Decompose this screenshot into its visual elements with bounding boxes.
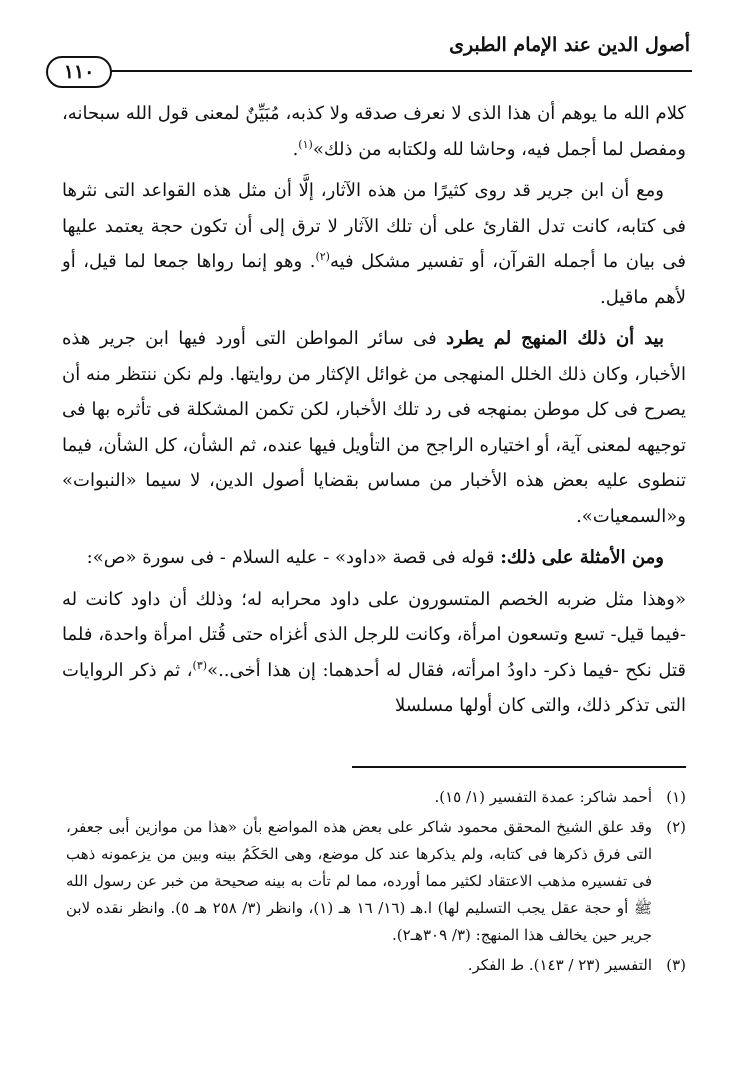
footnote-number: (٢) — [666, 818, 686, 836]
paragraph-3-text: فى سائر المواطن التى أورد فيها ابن جرير هذه الأخبار، وكان ذلك الخلل المنهجى من غوائل الإكثار من روايتها. ولم نكن ننتظر منه أن يصرح فى كل موطن بمنهجه فى رد تلك الأخبار، لكن تكمن المشكلة فى تأثره بها فى توجيهه لمعنى آية، أو اختياره الراجح من التأويل فيها عنده، ثم الشأن، كل الشأن، فيما تنطوى عليه بعض هذه الأخبار من مساس بقضايا أصول الدين، لا سيما «النبوات» و«السمعيات». — [62, 328, 686, 527]
paragraph-1: كلام الله ما يوهم أن هذا الذى لا نعرف صدقه ولا كذبه، مُبَيِّنٌ لمعنى قول الله سبحانه، ومفصل لما أجمل فيه، وحاشا لله ولكتابه من ذلك»$^{(١)}$. — [62, 103, 686, 160]
paragraph-5-quote: «وهذا مثل ضربه الخصم المتسورون على داود محرابه له؛ وذلك أن داود كانت له -فيما قيل- تسع وتسعون امرأة، وكانت للرجل الذى أغزاه حتى قُتل امرأة واحدة، فلما قتل نكح -فيما ذكر- داودُ امرأته، فقال له أحدهما: إن هذا أخى..»$^{(٣)}$، ثم ذكر الروايات التى تذكر ذلك، والتى كان أولها مسلسلا — [62, 588, 687, 716]
footnote-3 — [66, 952, 686, 979]
running-header-title: أصول الدين عند الإمام الطبرى — [449, 34, 690, 56]
main-text — [62, 96, 686, 730]
footnote-separator — [352, 766, 686, 768]
paragraph-2: ومع أن ابن جرير قد روى كثيرًا من هذه الآثار، إلَّا أن مثل هذه القواعد التى نثرها فى كتابه، كانت تدل القارئ على أن تلك الآثار لا ترق إلى أن تكون حجة يعتمد عليها فى بيان ما أجمله القرآن، أو تفسير مشكل فيه$^{(٢)}$. وهو إنما رواها جمعا لما قيل، أو لأهم ماقيل. — [62, 180, 686, 308]
page-number: ١١٠ — [46, 56, 112, 88]
paragraph-4 — [62, 540, 686, 576]
paragraph-2-text: ومع أن ابن جرير قد روى كثيرًا من هذه الآثار، إلَّا أن مثل هذه القواعد التى نثرها فى كتابه، كانت تدل القارئ على أن تلك الآثار لا ترق إلى أن تكون حجة يعتمد عليها فى بيان ما أجمله القرآن، أو تفسير مشكل فيه — [62, 180, 686, 272]
paragraph-3-lead: بيد أن ذلك المنهج لم يطرد — [446, 328, 664, 349]
paragraph-4-lead: ومن الأمثلة على ذلك: — [500, 547, 664, 568]
footnote-ref-3[interactable]: (٣) — [192, 658, 208, 672]
footnote-number: (١) — [666, 788, 686, 806]
quote-text: «وهذا مثل ضربه الخصم المتسورون على داود محرابه له؛ وذلك أن داود كانت له -فيما قيل- تسع وتسعون امرأة، وكانت للرجل الذى أغزاه حتى قُتل امرأة واحدة، فلما قتل نكح -فيما ذكر- داودُ امرأته، فقال له أحدهما: إن هذا أخى..» — [62, 588, 687, 681]
paragraph-4-text: قوله فى قصة «داود» - عليه السلام - فى سورة «ص»: — [86, 547, 501, 568]
header-rule — [100, 70, 692, 72]
footnotes — [66, 784, 686, 982]
paragraph-1-text: كلام الله ما يوهم أن هذا الذى لا نعرف صدقه ولا كذبه، مُبَيِّنٌ لمعنى قول الله سبحانه، ومفصل لما أجمل فيه، وحاشا لله ولكتابه من ذلك» — [62, 103, 686, 160]
footnote-1 — [66, 784, 686, 811]
footnote-ref-1[interactable]: (١) — [298, 137, 313, 151]
footnote-2 — [66, 814, 686, 949]
footnote-text: أحمد شاكر: عمدة التفسير (١/ ١٥). — [434, 788, 652, 806]
footnote-text: وقد علق الشيخ المحقق محمود شاكر على بعض هذه المواضع بأن «هذا من موازين أبى جعفر، التى فرق ذكرها فى كتابه، ولم يذكرها عند كل موضع، وهى الحَكَمُ بينه وبين من يزعمونه ذهب فى تفسيره مذهب الاعتقاد لكثير مما أورده، مما لم تأت به بينه صحيحة من خبر عن رسول الله ﷺ أو حجة عقل يجب التسليم لها) ا.هـ (١٦/ ١٦ هـ (١)، وانظر (٣/ ٢٥٨ هـ ٥). وانظر نقده لابن جرير حين يخالف هذا المنهج: (٣/ ٣٠٩هـ٢). — [66, 818, 652, 944]
footnote-number: (٣) — [666, 956, 686, 974]
footnote-text: التفسير (٢٣ / ١٤٣). ط الفكر. — [467, 956, 652, 974]
footnote-ref-2[interactable]: (٢) — [315, 250, 330, 263]
paragraph-3 — [62, 321, 686, 534]
